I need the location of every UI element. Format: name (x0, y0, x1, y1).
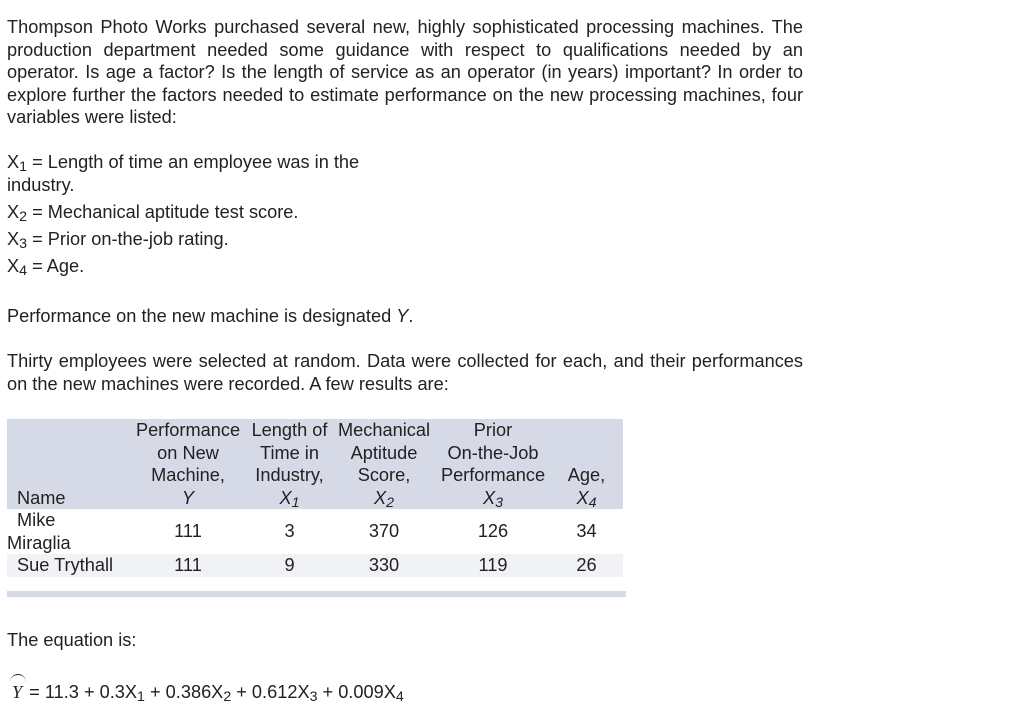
row-performance: 111 (174, 521, 202, 542)
table-row (7, 509, 623, 554)
equation-label: The equation is: (7, 630, 137, 650)
sample-description: Thirty employees were selected at random. Data were collected for each, and their performances on the new machines were recorded. A few results are: (7, 351, 803, 394)
table-header-row (7, 419, 623, 509)
row-age: 34 (576, 521, 597, 542)
row-age: 26 (576, 555, 597, 576)
header-mechanical-score: Mechanical Aptitude Score, $X_2$ (338, 420, 430, 511)
variable-x3-definition: $X_3$ = Prior on-the-job rating. (7, 229, 229, 253)
variable-x1-definition: $X_1$ = Length of time an employee was in the industry. (7, 152, 360, 195)
header-performance: Performance on New Machine, Y (135, 420, 241, 508)
row-prior: 119 (478, 555, 508, 576)
row-prior: 126 (477, 521, 509, 542)
variable-x4-definition: $X_4$ = Age. (7, 256, 85, 280)
row-length: 9 (284, 555, 295, 576)
row-length: 3 (284, 521, 295, 542)
table-row (7, 554, 623, 577)
row-mechanical: 330 (368, 555, 400, 576)
table-bottom-rule (7, 591, 626, 597)
header-age: Age, $X_4$ (567, 465, 606, 511)
row-name: Sue Trythall (17, 555, 114, 576)
row-performance: 111 (174, 555, 202, 576)
performance-definition: Performance on the new machine is designated Y. (7, 306, 414, 326)
regression-equation: $Y = 11.3 + 0.3X_1 + 0.386X_2 + 0.612X_3 + 0.009X_4$ (12, 682, 404, 706)
header-length-of-time: Length of Time in Industry, $X_1$ (251, 420, 328, 511)
row-mechanical: 370 (368, 521, 400, 542)
row-name: Mike Miraglia (7, 510, 71, 553)
header-name: Name (17, 487, 66, 508)
results-table (7, 419, 623, 577)
variable-x2-definition: $X_2$ = Mechanical aptitude test score. (7, 202, 299, 226)
intro-paragraph: Thompson Photo Works purchased several new, highly sophisticated processing machines. The production department needed some guidance with respect to qualifications needed by an operator. Is age a factor? Is the length of service as an operator (in years) important? In order to explore further the factors needed to estimate performance on the new processing machines, four variables were listed: (7, 17, 803, 127)
header-prior-performance: Prior On-the-Job Performance $X_3$ (440, 420, 546, 511)
y-hat-symbol: Y (12, 682, 23, 702)
